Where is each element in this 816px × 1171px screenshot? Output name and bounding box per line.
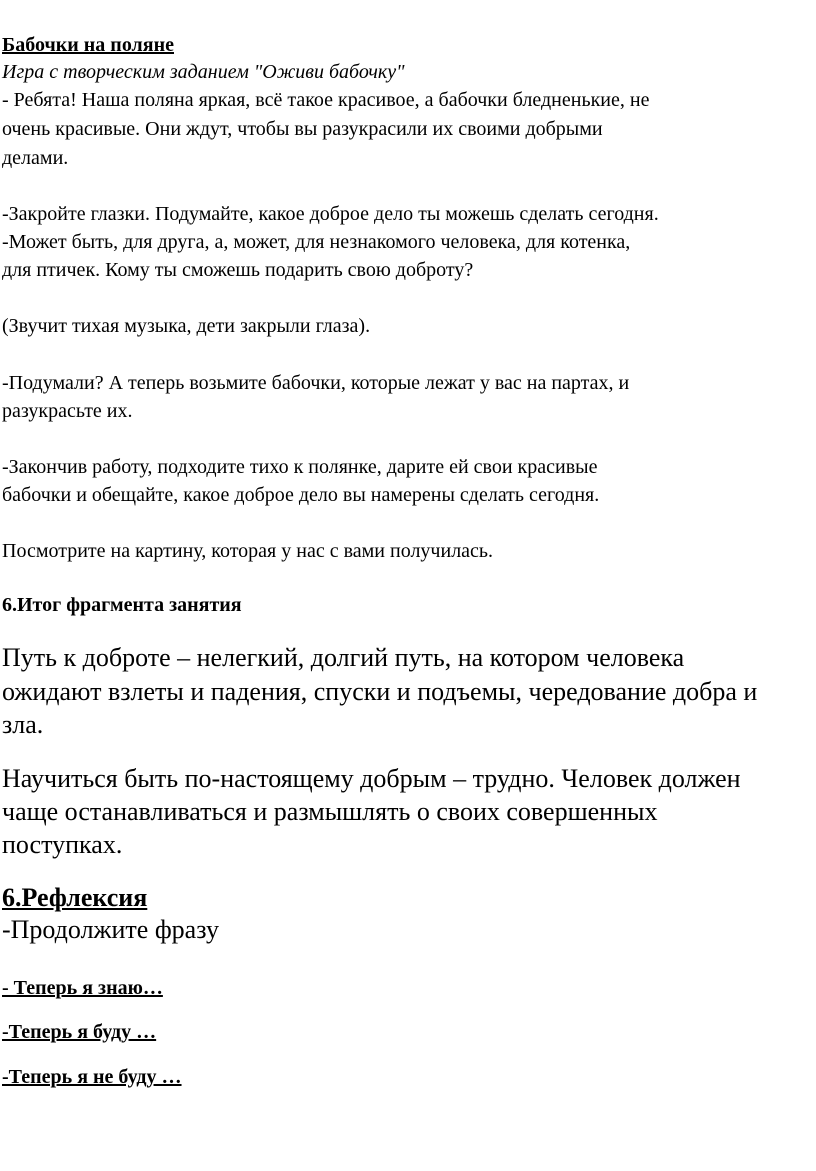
phrase-will-not: -Теперь я не буду … bbox=[2, 1066, 182, 1088]
instruction-line: -Закройте глазки. Подумайте, какое доброе дело ты можешь сделать сегодня. bbox=[2, 203, 659, 225]
summary-paragraph-line: чаще останавливаться и размышлять о своих совершенных bbox=[2, 797, 658, 826]
picture-line: Посмотрите на картину, которая у нас с вами получилась. bbox=[2, 540, 494, 562]
finish-line: -Закончив работу, подходите тихо к полянке, дарите ей свои красивые bbox=[2, 456, 598, 478]
intro-line: - Ребята! Наша поляна яркая, всё такое красивое, а бабочки бледненькие, не bbox=[2, 89, 650, 111]
summary-paragraph-line: зла. bbox=[2, 710, 44, 739]
summary-paragraph-line: Путь к доброте – нелегкий, долгий путь, на котором человека bbox=[2, 643, 685, 672]
document-title: Бабочки на поляне bbox=[2, 34, 174, 56]
phrase-know: - Теперь я знаю… bbox=[2, 977, 163, 999]
summary-paragraph-line: Научиться быть по-настоящему добрым – трудно. Человек должен bbox=[2, 764, 741, 793]
music-note: (Звучит тихая музыка, дети закрыли глаза). bbox=[2, 315, 371, 337]
coloring-line: разукрасьте их. bbox=[2, 400, 133, 422]
game-subtitle: Игра с творческим заданием "Оживи бабочку" bbox=[2, 61, 405, 83]
summary-paragraph-line: ожидают взлеты и падения, спуски и подъемы, чередование добра и bbox=[2, 677, 758, 706]
section-summary-heading: 6.Итог фрагмента занятия bbox=[2, 594, 242, 616]
finish-line: бабочки и обещайте, какое доброе дело вы намерены сделать сегодня. bbox=[2, 484, 600, 506]
continue-phrase: -Продолжите фразу bbox=[2, 915, 219, 944]
section-reflection-heading: 6.Рефлексия bbox=[2, 883, 148, 912]
instruction-line: для птичек. Кому ты сможешь подарить свою доброту? bbox=[2, 259, 474, 281]
summary-paragraph-line: поступках. bbox=[2, 830, 123, 859]
intro-line: очень красивые. Они ждут, чтобы вы разукрасили их своими добрыми bbox=[2, 118, 603, 140]
phrase-will: -Теперь я буду … bbox=[2, 1021, 157, 1043]
coloring-line: -Подумали? А теперь возьмите бабочки, которые лежат у вас на партах, и bbox=[2, 372, 630, 394]
intro-line: делами. bbox=[2, 147, 69, 169]
instruction-line: -Может быть, для друга, а, может, для незнакомого человека, для котенка, bbox=[2, 231, 631, 253]
